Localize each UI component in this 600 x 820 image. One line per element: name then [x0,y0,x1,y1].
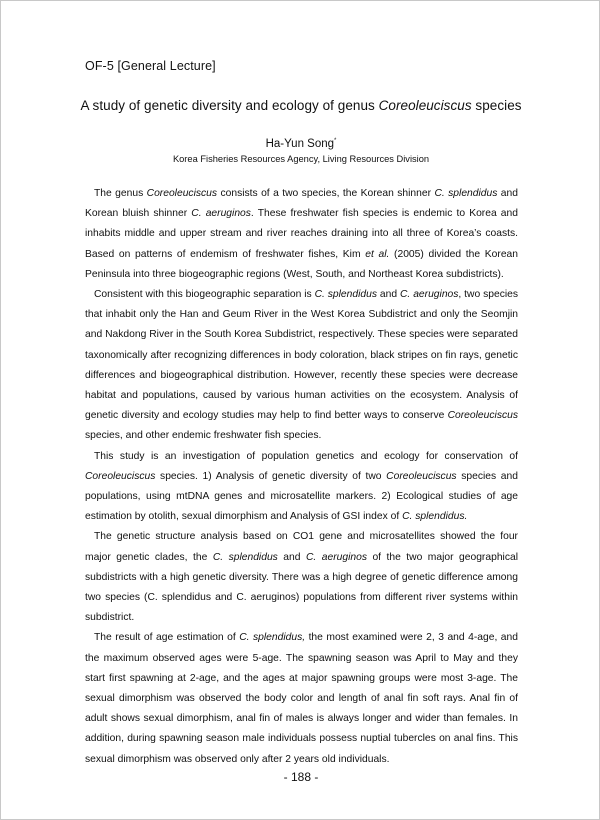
author-affiliation: Korea Fisheries Resources Agency, Living Resources Division [172,154,430,164]
text-run: and [377,289,400,301]
text-run: , two species that inhabit only the Han and Geum River in the West Korea Subdistrict and only the Seomjin and Nakdong River in the South Korea Subdistrict, respectively. These species were separated taxonomically after recognizing differences in body coloration, black stripes on fin rays, genetic differences and biogeographical distribution. However, recently these species were decrease habitat and populations, caused by various human activities on the ecosystem. Analysis of genetic diversity and ecology studies may help to find better ways to conserve [85,289,519,422]
italic-run: C. splendidus. [402,511,468,523]
italic-run: C. splendidus [434,188,498,199]
italic-run: C. splendidus, [239,632,306,644]
session-label: OF-5 [General Lecture] [85,59,216,73]
page-number: - 188 - [283,770,319,784]
text-run: Consistent with this biogeographic separation is [94,289,315,301]
text-run: This study is an investigation of population genetics and ecology for conservation of [94,450,518,462]
abstract-body [85,184,518,770]
abstract-paragraph [85,285,518,447]
italic-run: Coreoleuciscus [447,410,518,422]
italic-run: et al. [365,248,390,260]
text-run: consists of a two species, the Korean shinner [217,188,435,199]
text-run: The genetic structure analysis based on CO1 gene and microsatellites showed the four major genetic clades, the [85,531,518,563]
italic-run: C. aeruginos [305,551,367,563]
title-prefix: A study of genetic diversity and ecology of genus [80,98,379,113]
paper-title [1,98,600,113]
text-run: the most examined were 2, 3 and 4-age, and the maximum observed ages were 5-age. The spawning season was April to May and they start first spawning at 2-age, and the ages at major spawning groups were most 3-age. The sexual dimorphism was observed the body color and length of anal fin soft rays. Anal fin of adult shows sexual dimorphism, anal fin of males is always longer and wider than females. In addition, during spawning season male individuals possess nuptial tubercles on anal fins. This sexual dimorphism was observed only after 2 years old individuals. [85,632,518,765]
text-run: species and populations, using mtDNA genes and microsatellite markers. 2) Ecological studies of age estimation by otolith, sexual dimorphism and Analysis of GSI index of [85,470,518,523]
italic-run: Coreoleuciscus [386,470,457,482]
author-name: Ha-Yun Song [265,138,335,150]
text-run: (2005) divided the Korean Peninsula into three biogeographic regions (West, South, and Northeast Korea subdistricts). [85,248,519,280]
italic-run: C. splendidus [314,289,378,301]
text-run: species, and other endemic freshwater fish species. [85,430,322,442]
author-line [1,138,600,150]
text-run: The genus [94,188,147,199]
italic-run: C. aeruginos [191,208,251,220]
text-run: of the two major geographical subdistricts with a high genetic diversity. There was a high degree of genetic difference among two species (C. splendidus and C. aeruginos) populations from different river systems within subdistrict. [85,551,518,624]
title-suffix: species [471,98,522,113]
text-run: . These freshwater fish species is endemic to Korea and inhabits middle and upper stream and river reaches draining into all three of Korea’s coasts. Based on patterns of endemism of freshwater fishes, Kim [85,208,518,260]
text-run: and Korean bluish shinner [85,188,518,220]
italic-run: Coreoleuciscus [146,188,218,199]
abstract-paragraph [85,447,518,528]
italic-run: C. splendidus [212,551,278,563]
author-mark: * [334,138,337,144]
text-run: The result of age estimation of [94,632,240,644]
italic-run: C. aeruginos [400,289,459,301]
abstract-paragraph [85,628,518,769]
text-run: species. 1) Analysis of genetic diversity of two [155,470,387,482]
text-run: and [277,551,306,563]
abstract-paragraph [85,184,518,285]
abstract-paragraph [85,527,518,628]
italic-run: Coreoleuciscus [85,470,156,482]
title-genus: Coreoleuciscus [378,98,472,113]
